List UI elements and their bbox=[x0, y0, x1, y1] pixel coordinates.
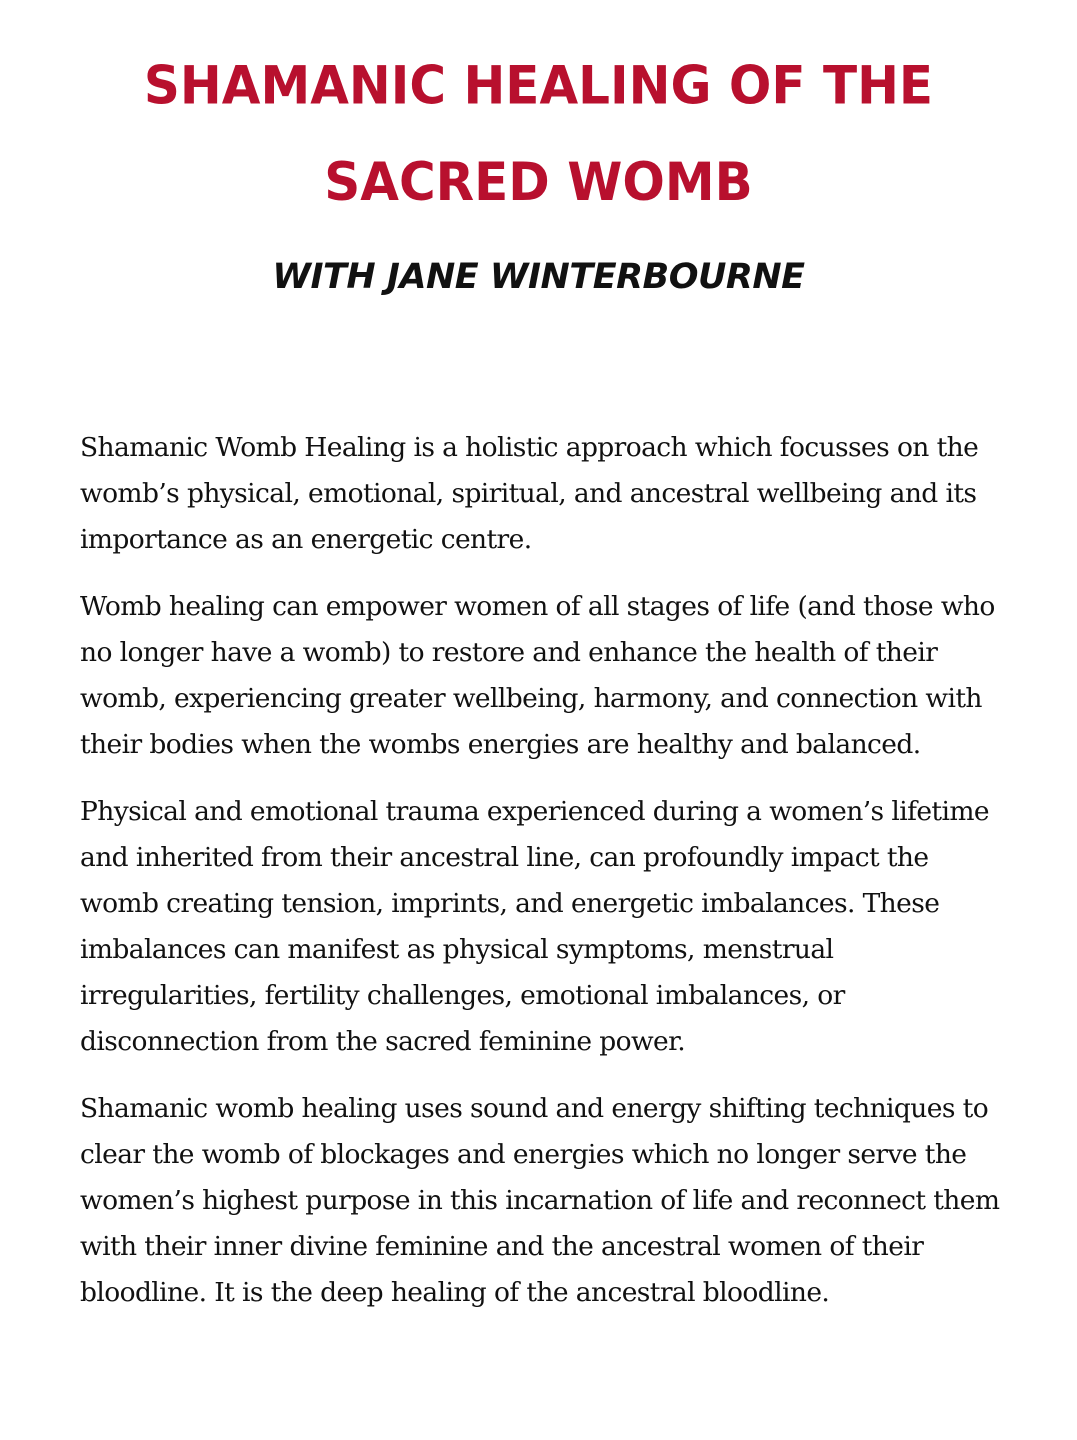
page-subtitle: WITH JANE WINTERBOURNE bbox=[272, 257, 805, 297]
body-text bbox=[80, 425, 1010, 1337]
paragraph-1: Shamanic Womb Healing is a holistic approach which focusses on the womb’s physical, emotional, spiritual, and ancestral wellbeing and its importance as an energetic centre. bbox=[80, 432, 979, 555]
paragraph-3: Physical and emotional trauma experienced during a women’s lifetime and inherited from their ancestral line, can profoundly impact the womb creating tension, imprints, and energetic imbalances. These imbalances can manifest as physical symptoms, menstrual irregularities, fertility challenges, emotional imbalances, or disconnection from the sacred feminine power. bbox=[80, 796, 989, 1057]
paragraph-2: Womb healing can empower women of all stages of life (and those who no longer have a womb) to restore and enhance the health of their womb, experiencing greater wellbeing, harmony, and connection with their bodies when the wombs energies are healthy and balanced. bbox=[80, 591, 995, 760]
paragraph-4: Shamanic womb healing uses sound and energy shifting techniques to clear the womb of blockages and energies which no longer serve the women’s highest purpose in this incarnation of life and reconnect them with their inner divine feminine and the ancestral women of their bloodline. It is the deep healing of the ancestral bloodline. bbox=[80, 1093, 1000, 1308]
page-title: SHAMANIC HEALING OF THE SACRED WOMB bbox=[143, 55, 934, 213]
